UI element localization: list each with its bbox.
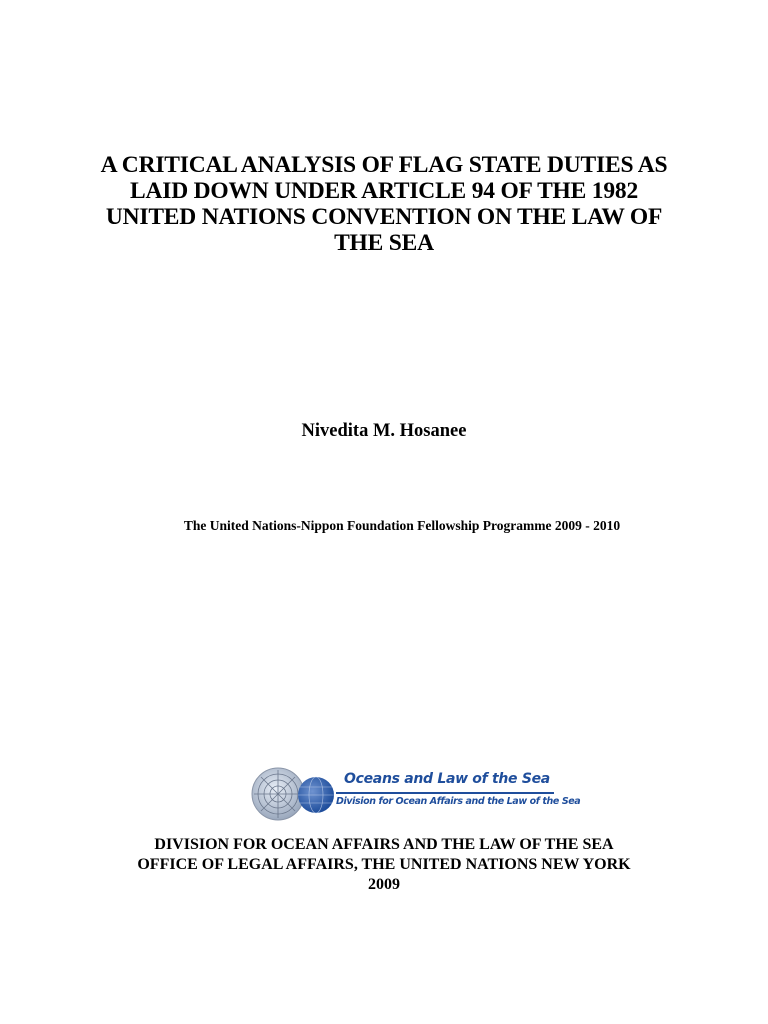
oceans-law-logo	[248, 765, 581, 823]
logo-subtitle: Division for Ocean Affairs and the Law of the Sea	[336, 796, 581, 807]
logo-divider	[336, 792, 554, 794]
fellowship-programme: The United Nations-Nippon Foundation Fellowship Programme 2009 - 2010	[183, 518, 621, 533]
un-emblem-icon	[248, 765, 338, 823]
title-line: THE SEA	[334, 230, 434, 256]
title-line: UNITED NATIONS CONVENTION ON THE LAW OF	[105, 204, 663, 230]
document-title	[80, 152, 688, 256]
publisher-block	[80, 835, 688, 895]
publication-year: 2009	[368, 876, 400, 893]
title-line: LAID DOWN UNDER ARTICLE 94 OF THE 1982	[130, 178, 638, 204]
publisher-line: DIVISION FOR OCEAN AFFAIRS AND THE LAW OF THE SEA	[154, 836, 614, 853]
publisher-line: OFFICE OF LEGAL AFFAIRS, THE UNITED NATIONS NEW YORK	[137, 856, 631, 873]
logo-title: Oceans and Law of the Sea	[344, 771, 550, 787]
title-line: A CRITICAL ANALYSIS OF FLAG STATE DUTIES AS	[100, 152, 668, 178]
author-name: Nivedita M. Hosanee	[301, 421, 467, 441]
